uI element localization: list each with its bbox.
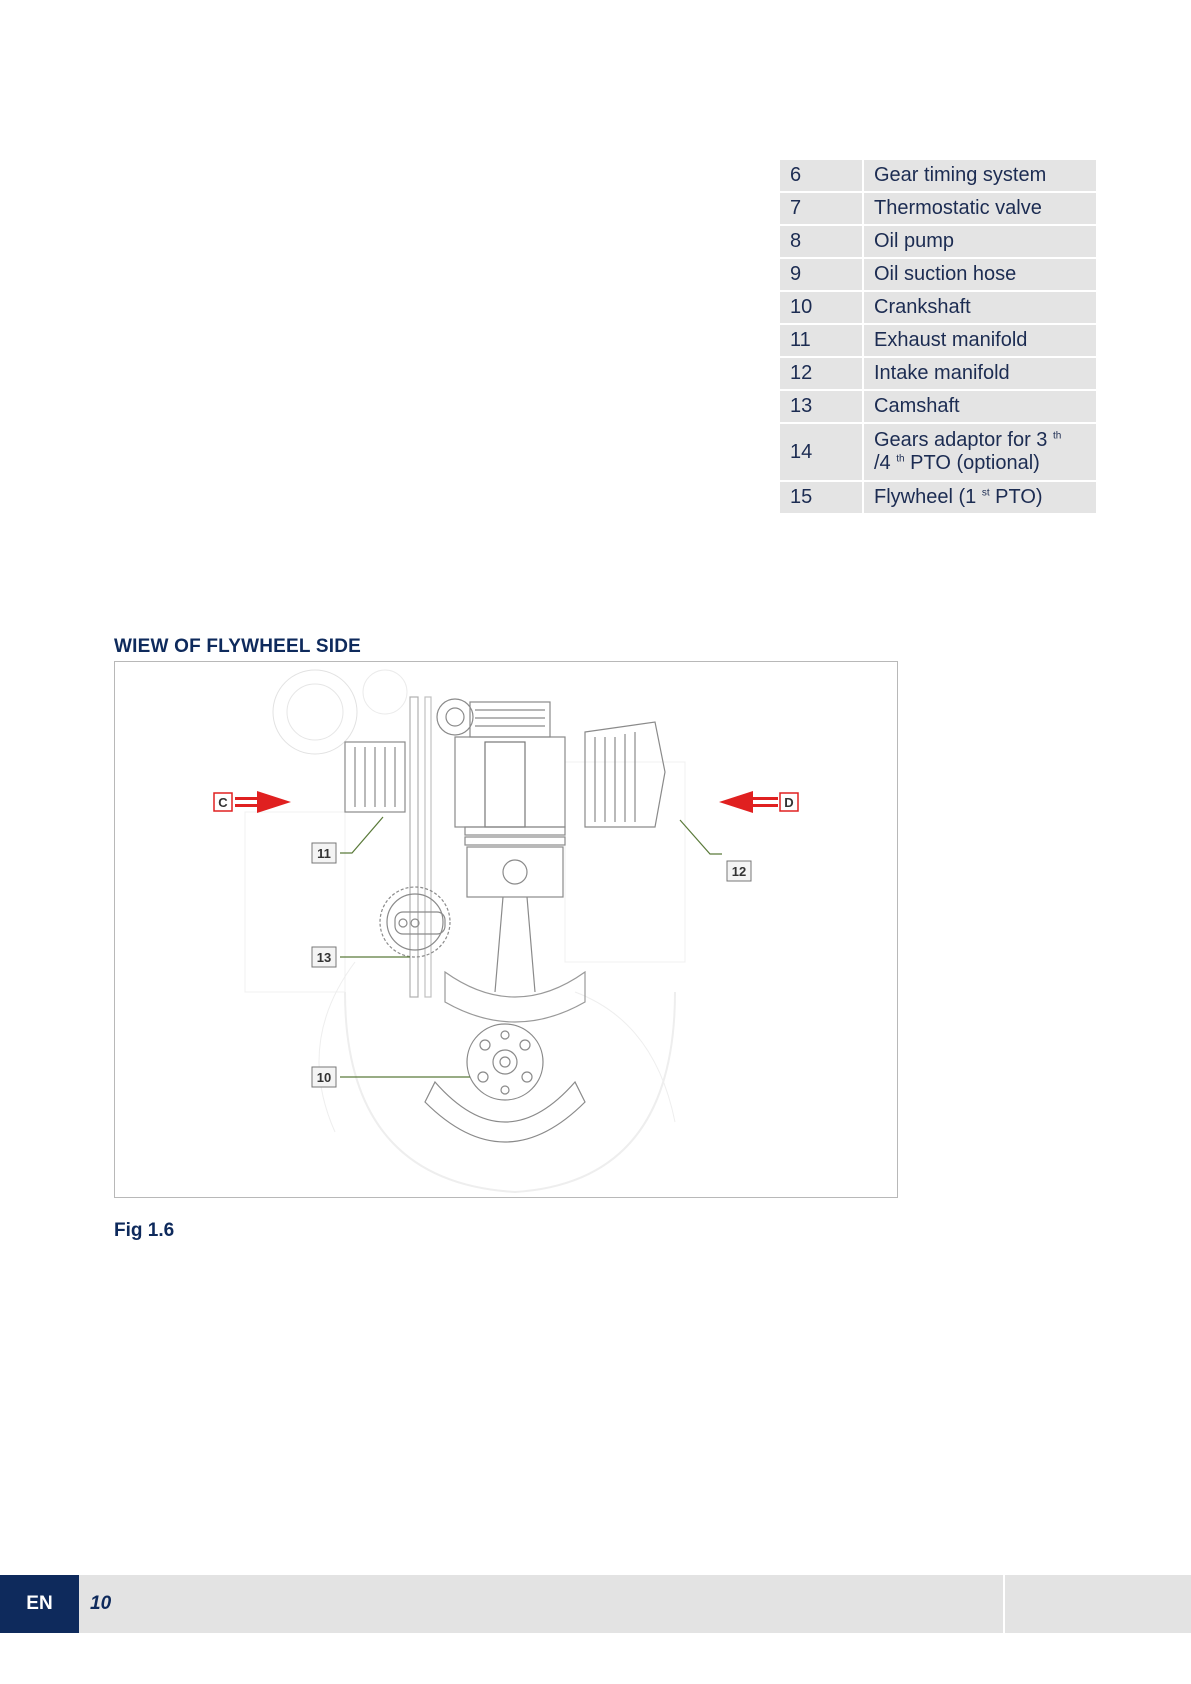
part-name-text: Gears adaptor for 3 [874, 429, 1048, 451]
callout-11 [312, 843, 336, 863]
part-number: 9 [780, 259, 864, 290]
part-name: Camshaft [864, 391, 1096, 422]
table-row [780, 358, 1096, 389]
callout-10 [312, 1067, 336, 1087]
ordinal-suffix: st [981, 487, 990, 499]
engine-figure [114, 661, 898, 1198]
part-name [864, 482, 1096, 513]
table-row [780, 193, 1096, 224]
part-number: 12 [780, 358, 864, 389]
figure-caption: Fig 1.6 [114, 1220, 175, 1241]
table-row [780, 482, 1096, 513]
arrow-c-label: C [218, 795, 228, 810]
footer-bar [0, 1575, 1191, 1633]
ordinal-suffix: th [896, 453, 905, 465]
arrow-c [214, 791, 291, 813]
part-name-text: PTO (optional) [910, 452, 1040, 474]
part-name: Oil suction hose [864, 259, 1096, 290]
arrow-d [719, 791, 798, 813]
page-number: 10 [90, 1593, 112, 1614]
part-name: Intake manifold [864, 358, 1096, 389]
callout-13 [312, 947, 336, 967]
arrow-d-label: D [784, 795, 794, 810]
table-row [780, 391, 1096, 422]
part-name-text: /4 [874, 452, 891, 474]
part-number: 10 [780, 292, 864, 323]
part-number: 15 [780, 482, 864, 513]
part-number: 8 [780, 226, 864, 257]
part-number: 14 [780, 424, 864, 480]
table-row [780, 325, 1096, 356]
part-name-text: PTO) [995, 486, 1043, 508]
part-name: Thermostatic valve [864, 193, 1096, 224]
part-number: 7 [780, 193, 864, 224]
table-row [780, 160, 1096, 191]
section-title: WIEW OF FLYWHEEL SIDE [114, 636, 361, 657]
footer-divider [1003, 1575, 1005, 1633]
part-name: Exhaust manifold [864, 325, 1096, 356]
callout-12 [727, 861, 751, 881]
engine-drawing [115, 662, 897, 1197]
table-row [780, 226, 1096, 257]
table-row [780, 424, 1096, 480]
callout-12-label: 12 [731, 864, 747, 879]
part-name: Gear timing system [864, 160, 1096, 191]
part-name [864, 424, 1096, 480]
parts-table [780, 158, 1096, 515]
part-number: 13 [780, 391, 864, 422]
part-name: Oil pump [864, 226, 1096, 257]
callout-11-label: 11 [317, 846, 331, 861]
part-name: Crankshaft [864, 292, 1096, 323]
part-name-text: Flywheel (1 [874, 486, 977, 508]
callout-13-label: 13 [316, 950, 332, 965]
table-row [780, 292, 1096, 323]
part-number: 6 [780, 160, 864, 191]
table-row [780, 259, 1096, 290]
ordinal-suffix: th [1053, 430, 1062, 442]
part-number: 11 [780, 325, 864, 356]
language-label: EN [0, 1575, 79, 1633]
callout-10-label: 10 [316, 1070, 332, 1085]
